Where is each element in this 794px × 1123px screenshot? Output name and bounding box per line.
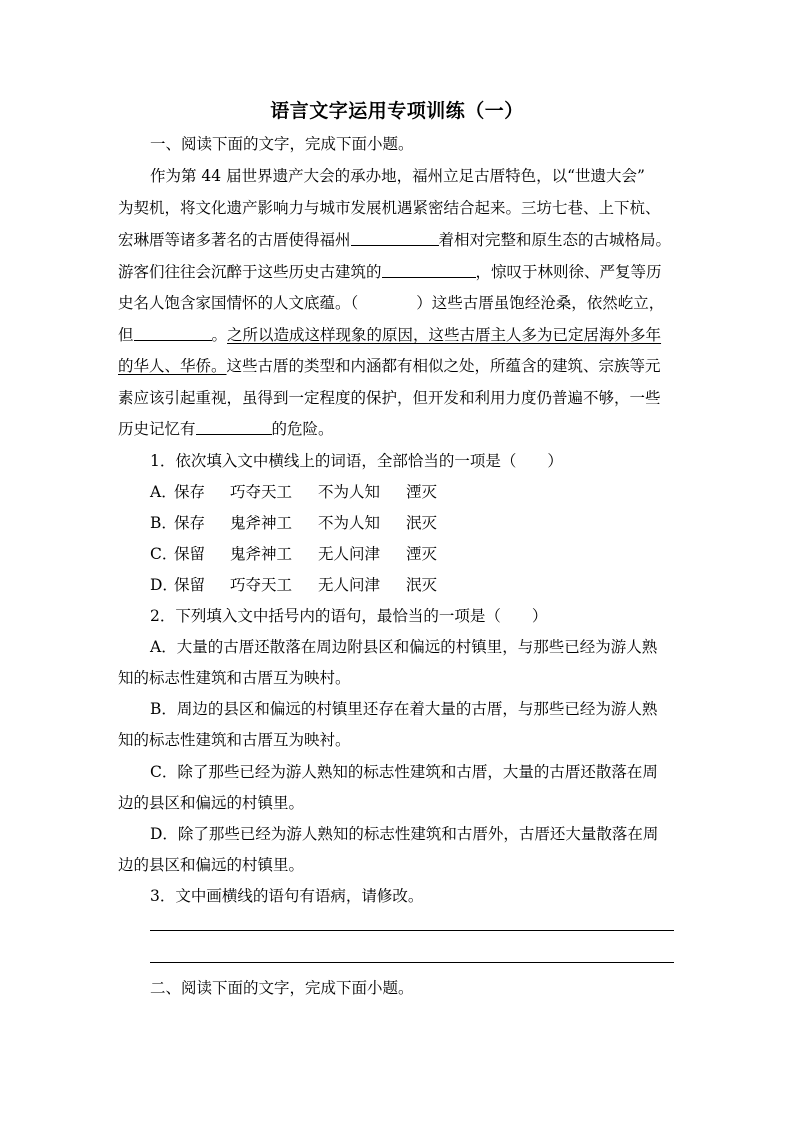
- passage-text: 。: [211, 326, 228, 344]
- option-word: 不为人知: [318, 483, 381, 501]
- underlined-sentence: 之所以造成这样现象的原因，这些古厝主人多为已定居海外多年: [227, 326, 662, 344]
- q2-option-c-cont: 边的县区和偏远的村镇里。: [118, 794, 305, 812]
- option-label: B．: [150, 514, 177, 532]
- option-label: C．: [150, 545, 178, 563]
- passage-line-4: [118, 262, 683, 282]
- option-word: 泯灭: [406, 576, 438, 594]
- option-label: D．: [150, 576, 178, 594]
- passage-line-5: [118, 293, 683, 313]
- fill-blank-1[interactable]: [351, 230, 439, 246]
- passage-text: 着相对完整和原生态的古城格局。: [438, 231, 672, 249]
- section2-heading: 二、阅读下面的文字，完成下面小题。: [150, 979, 414, 997]
- q2-option-b-cont: 知的标志性建筑和古厝互为映衬。: [118, 731, 351, 749]
- fill-blank-4[interactable]: [196, 419, 272, 435]
- section1-heading: 一、阅读下面的文字，完成下面小题。: [150, 135, 414, 153]
- option-word: 鬼斧神工: [230, 514, 293, 532]
- option-word: 保存: [174, 483, 206, 501]
- passage-text: 史名人饱含家国情怀的人文底蕴。（: [118, 294, 359, 312]
- q2-option-c[interactable]: C．除了那些已经为游人熟知的标志性建筑和古厝，大量的古厝还散落在周: [150, 763, 658, 781]
- passage-line-1: 作为第 44 届世界遗产大会的承办地，福州立足古厝特色，以“世遗大会”: [150, 167, 645, 185]
- q2-option-d[interactable]: D．除了那些已经为游人熟知的标志性建筑和古厝外，古厝还大量散落在周: [150, 825, 659, 843]
- q2-option-b[interactable]: B．周边的县区和偏远的村镇里还存在着大量的古厝，与那些已经为游人熟: [150, 700, 658, 718]
- passage-text: 但: [118, 326, 134, 344]
- passage-text: ）这些古厝虽饱经沧桑，依然屹立，: [416, 294, 665, 312]
- option-word: 湮灭: [406, 483, 438, 501]
- underlined-sentence-end: 的华人、华侨。: [118, 357, 227, 375]
- passage-line-6: [118, 325, 683, 345]
- fill-blank-2[interactable]: [382, 262, 476, 278]
- q1-stem: 1．依次填入文中横线上的词语，全部恰当的一项是（ ）: [150, 452, 563, 470]
- passage-text: 宏琳厝等诸多著名的古厝使得福州: [118, 231, 351, 249]
- option-word: 巧夺天工: [230, 483, 293, 501]
- q3-stem: 3．文中画横线的语句有语病，请修改。: [150, 887, 424, 905]
- q2-stem: 2．下列填入文中括号内的语句，最恰当的一项是（ ）: [150, 607, 548, 625]
- option-word: 不为人知: [318, 514, 381, 532]
- option-word: 鬼斧神工: [230, 545, 293, 563]
- passage-line-8: 素应该引起重视，虽得到一定程度的保护，但开发和利用力度仍普遍不够，一些: [118, 389, 661, 407]
- answer-line-1[interactable]: [150, 930, 674, 931]
- option-label: A．: [150, 483, 177, 501]
- option-word: 保留: [174, 576, 206, 594]
- option-word: 无人问津: [318, 576, 381, 594]
- passage-text: 的危险。: [271, 420, 334, 438]
- q1-option-b[interactable]: [150, 513, 683, 533]
- q2-option-a-cont: 知的标志性建筑和古厝互为映村。: [118, 669, 351, 687]
- q2-option-d-cont: 边的县区和偏远的村镇里。: [118, 856, 305, 874]
- passage-line-2: 为契机，将文化遗产影响力与城市发展机遇紧密结合起来。三坊七巷、上下杭、: [118, 199, 661, 217]
- q1-option-a[interactable]: [150, 482, 683, 502]
- option-word: 保存: [174, 514, 206, 532]
- q2-option-a[interactable]: A．大量的古厝还散落在周边附县区和偏远的村镇里，与那些已经为游人熟: [150, 638, 658, 656]
- option-word: 保留: [174, 545, 206, 563]
- page-title: 语言文字运用专项训练（一）: [270, 100, 524, 122]
- passage-text: 游客们往往会沉醉于这些历史古建筑的: [118, 263, 382, 281]
- answer-line-2[interactable]: [150, 962, 674, 963]
- q1-option-c[interactable]: [150, 544, 683, 564]
- passage-line-3: [118, 230, 683, 250]
- option-word: 无人问津: [318, 545, 381, 563]
- q1-option-d[interactable]: [150, 575, 683, 595]
- option-word: 泯灭: [406, 514, 438, 532]
- option-word: 巧夺天工: [230, 576, 293, 594]
- passage-line-7: [118, 356, 683, 376]
- fill-blank-3[interactable]: [134, 325, 212, 341]
- passage-text: 历史记忆有: [118, 420, 196, 438]
- passage-line-9: [118, 419, 683, 439]
- passage-text: ，惊叹于林则徐、严复等历: [475, 263, 662, 281]
- option-word: 湮灭: [406, 545, 438, 563]
- passage-text: 这些古厝的类型和内涵都有相似之处，所蕴含的建筑、宗族等元: [226, 357, 661, 375]
